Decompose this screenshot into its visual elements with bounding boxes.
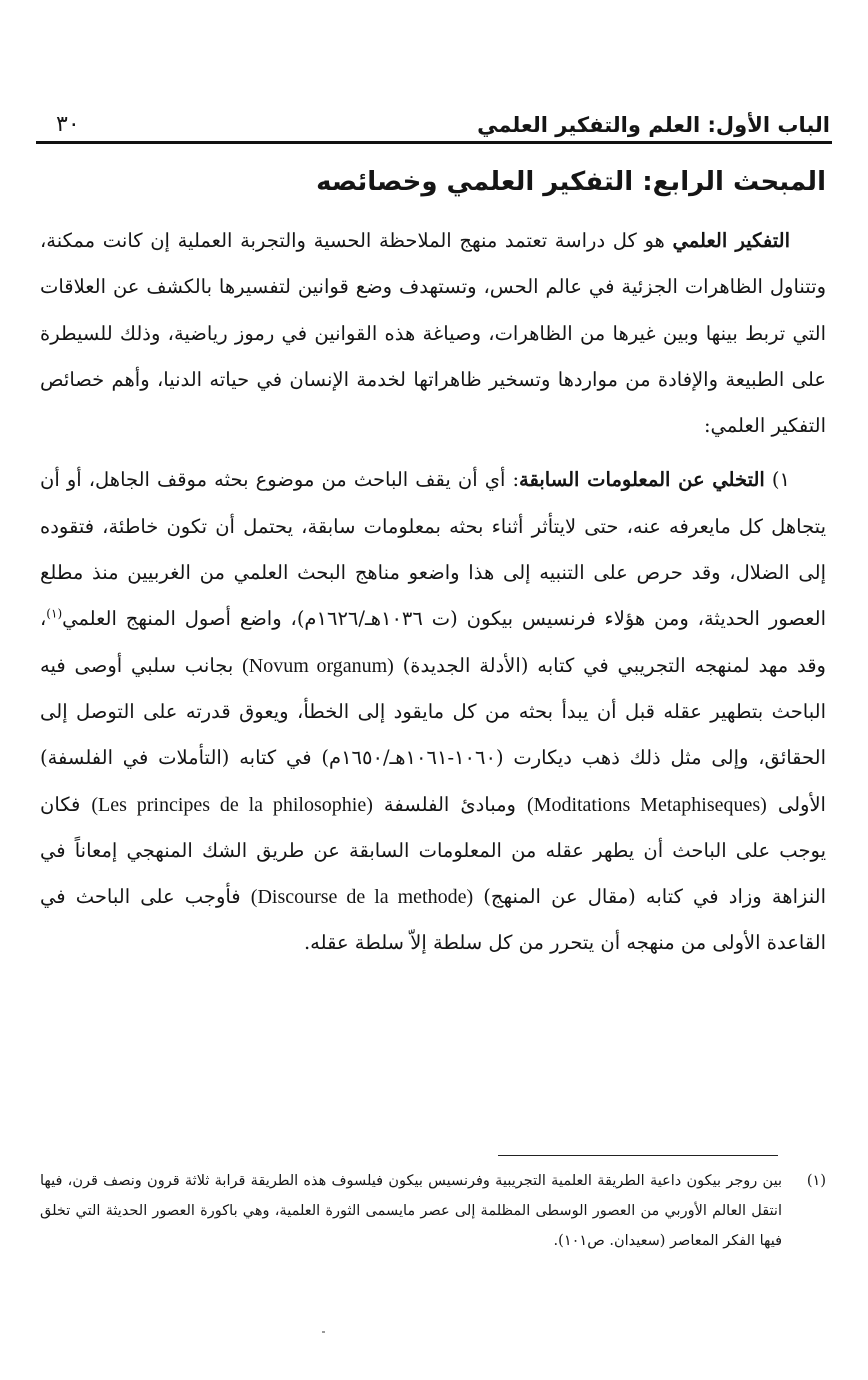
- running-header-title: الباب الأول: العلم والتفكير العلمي: [477, 113, 830, 137]
- point-1-paragraph: [40, 457, 826, 966]
- footnote-rule: [498, 1155, 778, 1156]
- latin-title-novum-organum: (Novum organum): [242, 654, 394, 677]
- point-1-text-d: ومبادئ الفلسفة: [372, 792, 527, 816]
- point-1-text-e: فكان يوجب على الباحث أن يطهر عقله من المعلومات السابقة عن طريق الشك المنهجي إمعاناً في النزاهة وزاد في كتابه (مقال عن المنهج): [40, 792, 826, 909]
- point-1-text-f: فأوجب على الباحث في القاعدة الأولى من منهجه أن يتحرر من كل سلطة إلاّ سلطة عقله.: [40, 885, 826, 955]
- point-1-text-c: بجانب سلبي أوصى فيه الباحث بتطهير عقله قبل أن يبدأ بحثه من كل مايقود إلى الخطأ، ويعوق قدرته على التوصل إلى الحقائق، وإلى مثل ذلك ذهب ديكارت (١٠٦٠-١٠٦١هـ/١٦٥٠م) في كتابه (التأملات في الفلسفة) الأولى: [40, 653, 826, 816]
- header-rule: [36, 141, 832, 144]
- footnote-reference[interactable]: (١): [46, 606, 63, 621]
- footnote-text: بين روجر بيكون داعية الطريقة العلمية التجريبية وفرنسيس بيكون فيلسوف هذه الطريقة قرابة ثلاثة قرون ونصف قرن، فيها انتقل العالم الأوربي من العصور الوسطى المظلمة إلى عصر مايسمى الثورة العلمية، وهي باكورة العصور الحديثة التي تخلق فيها الفكر المعاصر (سعيدان. ص١٠١).: [40, 1173, 782, 1249]
- point-1-text-b: ، وقد مهد لمنهجه التجريبي في كتابه (الأدلة الجديدة): [40, 607, 826, 677]
- latin-title-principes: (Les principes de la philosophie): [91, 793, 373, 816]
- intro-paragraph: [40, 218, 826, 449]
- footnote-1: [40, 1166, 826, 1256]
- page-number: ٣٠: [56, 112, 80, 137]
- point-1-text-a: : أي أن يقف الباحث من موضوع بحثه موقف الجاهل، أو أن يتجاهل كل مايعرفه عنه، حتى لايتأثر أثناء بحثه بمعلومات سابقة، يحتمل أن تكون خاطئة، فتقوده إلى الضلال، وقد حرص على التنبيه إلى هذا واضعو مناهج البحث العلمي من الغربيين منذ مطلع العصور الحديثة، ومن هؤلاء فرنسيس بيكون (ت ١٠٣٦هـ/١٦٢٦م)، واضع أصول المنهج العلمي: [40, 468, 826, 631]
- body-text: [40, 218, 826, 967]
- intro-text: هو كل دراسة تعتمد منهج الملاحظة الحسية والتجربة العملية إن كانت ممكنة، وتتناول الظاهرات الجزئية في عالم الحس، وتستهدف وضع قوانين لتفسيرها بالكشف عن العلاقات التي تربط بينها وبين غيرها من الظاهرات، وصياغة هذه القوانين في رموز رياضية، وذلك للسيطرة على الطبيعة والإفادة من مواردها وتسخير ظاهراتها لخدمة الإنسان في حياته الدنيا، وأهم خصائص التفكير العلمي:: [40, 229, 826, 438]
- footnote-marker: (١): [806, 1173, 826, 1189]
- latin-title-discourse: (Discourse de la methode): [250, 886, 474, 909]
- section-heading: المبحث الرابع: التفكير العلمي وخصائصه: [316, 167, 826, 197]
- intro-term: التفكير العلمي: [672, 229, 790, 252]
- point-1-term: التخلي عن المعلومات السابقة: [519, 468, 765, 492]
- point-1-number: ١): [764, 468, 791, 492]
- latin-title-meditations: (Moditations Metaphiseques): [527, 793, 767, 816]
- running-header: [38, 98, 830, 140]
- scan-speck: [322, 1331, 325, 1333]
